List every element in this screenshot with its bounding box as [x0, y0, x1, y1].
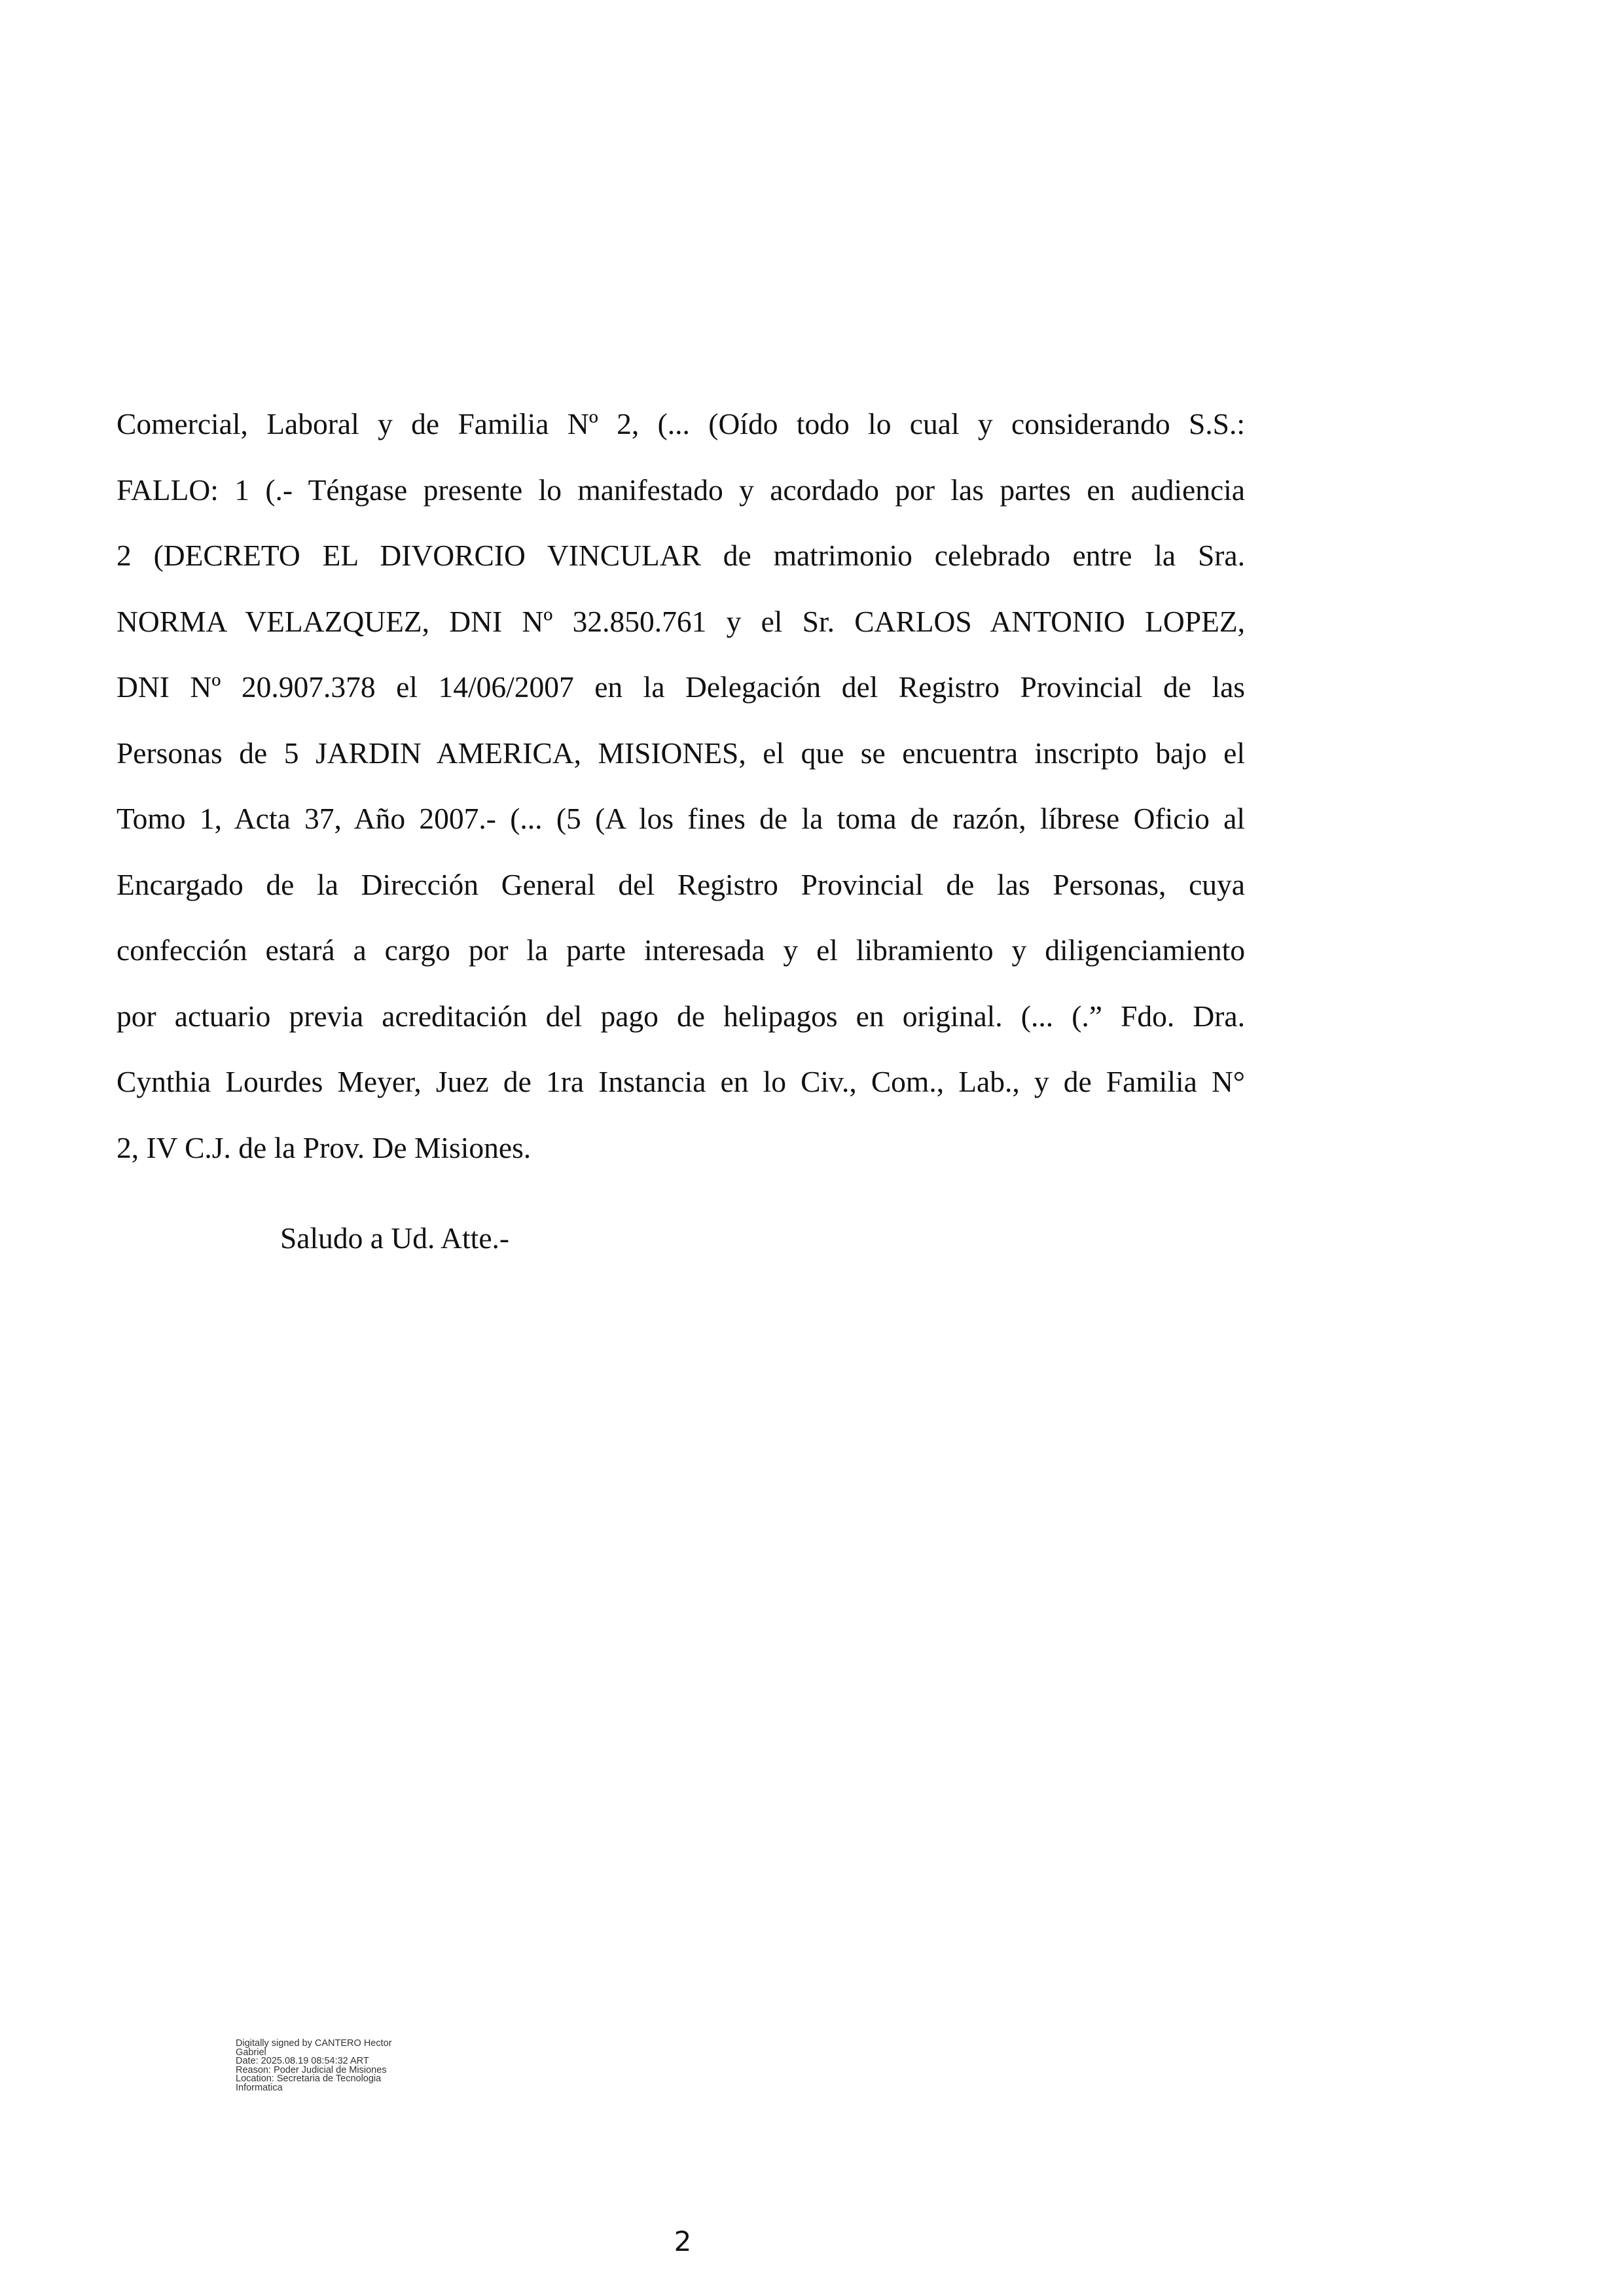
paragraph-line: por actuario previa acreditación del pago de helipagos en original. (... (.” Fdo. Dra. — [117, 999, 1245, 1033]
closing-salutation: Saludo a Ud. Atte.- — [280, 1221, 510, 1255]
signature-line: Digitally signed by CANTERO Hector — [236, 2038, 392, 2049]
signature-reason-line: Reason: Poder Judicial de Misiones — [236, 2064, 387, 2075]
paragraph-line: confección estará a cargo por la parte interesada y el libramiento y diligenciamiento — [117, 933, 1245, 967]
paragraph-line: Encargado de la Dirección General del Registro Provincial de las Personas, cuya — [117, 867, 1245, 901]
paragraph-line: NORMA VELAZQUEZ, DNI Nº 32.850.761 y el Sr. CARLOS ANTONIO LOPEZ, — [117, 604, 1245, 638]
signature-date-line: Date: 2025.08.19 08:54:32 ART — [236, 2056, 369, 2066]
paragraph-line: Cynthia Lourdes Meyer, Juez de 1ra Instancia en lo Civ., Com., Lab., y de Familia N° — [117, 1065, 1245, 1098]
digital-signature-block — [236, 2039, 452, 2092]
paragraph-line: Comercial, Laboral y de Familia Nº 2, (... (Oído todo lo cual y considerando S.S.: — [117, 407, 1245, 440]
signature-line: Gabriel — [236, 2047, 266, 2058]
signature-line: Informatica — [236, 2082, 283, 2093]
page-number: 2 — [674, 2225, 692, 2257]
paragraph-line: Tomo 1, Acta 37, Año 2007.- (... (5 (A los fines de la toma de razón, líbrese Oficio al — [117, 802, 1245, 835]
paragraph-line: FALLO: 1 (.- Téngase presente lo manifestado y acordado por las partes en audiencia — [117, 473, 1245, 507]
resolution-paragraph — [117, 391, 1245, 1181]
paragraph-line: 2, IV C.J. de la Prov. De Misiones. — [117, 1130, 532, 1164]
paragraph-line: 2 (DECRETO EL DIVORCIO VINCULAR de matrimonio celebrado entre la Sra. — [117, 539, 1245, 572]
paragraph-line: DNI Nº 20.907.378 el 14/06/2007 en la Delegación del Registro Provincial de las — [117, 670, 1245, 704]
paragraph-line: Personas de 5 JARDIN AMERICA, MISIONES, el que se encuentra inscripto bajo el — [117, 736, 1245, 770]
signature-location-line: Location: Secretaria de Tecnologia — [236, 2073, 382, 2084]
